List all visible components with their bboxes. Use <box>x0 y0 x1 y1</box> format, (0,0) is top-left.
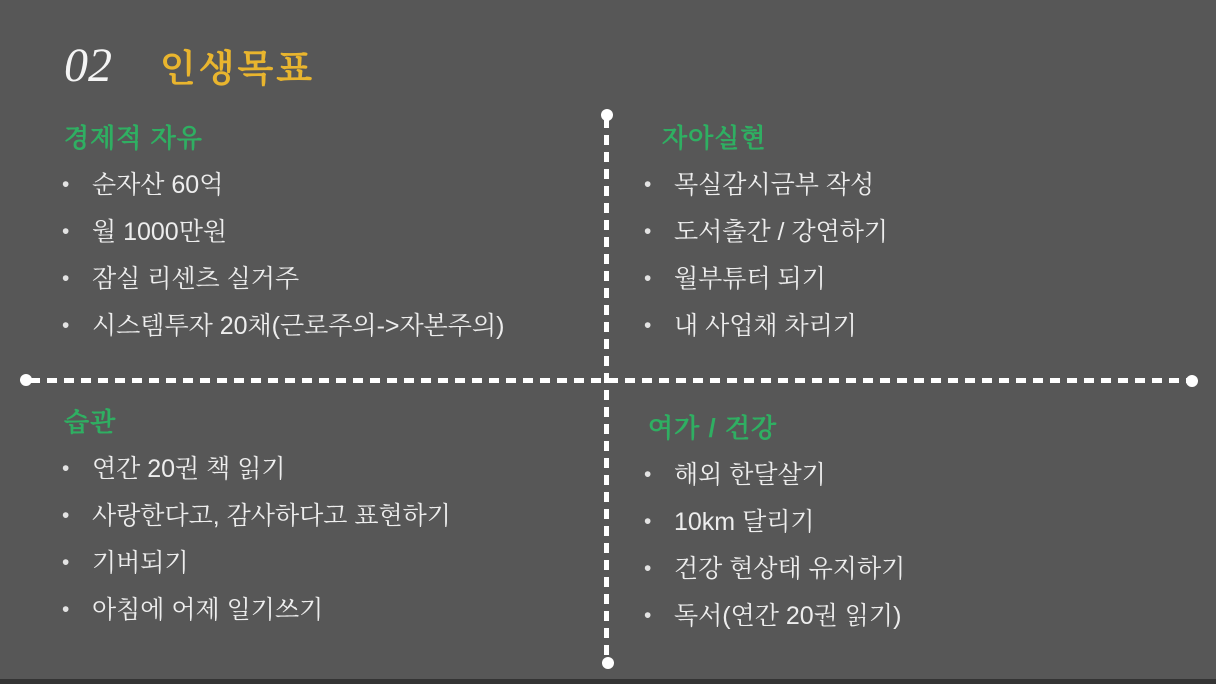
goal-item <box>62 501 607 548</box>
axis-endpoint-dot-top <box>601 109 613 121</box>
goal-item <box>62 595 607 642</box>
goal-item <box>644 507 1189 554</box>
goal-list <box>644 460 1189 648</box>
goal-text: 시스템투자 20채(근로주의->자본주의) <box>92 312 505 340</box>
goal-text: 월부튜터 되기 <box>674 265 826 293</box>
quadrant-heading: 습관 <box>64 407 117 437</box>
bullet-dot: • <box>644 267 652 290</box>
goal-list <box>644 170 1189 358</box>
goal-item <box>644 460 1189 507</box>
quadrant-heading: 경제적 자유 <box>64 123 203 153</box>
goal-text: 독서(연간 20권 읽기) <box>674 602 902 630</box>
goal-text: 목실감시금부 작성 <box>674 171 875 199</box>
slide-title: 인생목표 <box>160 48 315 89</box>
goal-text: 건강 현상태 유지하기 <box>674 555 906 583</box>
goal-item <box>644 170 1189 217</box>
bullet-dot: • <box>644 314 652 337</box>
goal-item <box>62 311 607 358</box>
goal-text: 잠실 리센츠 실거주 <box>92 265 300 293</box>
bullet-dot: • <box>644 557 652 580</box>
quadrant-self-actualization <box>644 122 1189 358</box>
goal-list <box>62 170 607 358</box>
quadrant-heading: 자아실현 <box>662 123 767 153</box>
bullet-dot: • <box>644 463 652 486</box>
axis-endpoint-dot-bottom <box>602 657 614 669</box>
goal-text: 사랑한다고, 감사하다고 표현하기 <box>92 502 451 530</box>
axis-endpoint-dot-left <box>20 374 32 386</box>
bullet-dot: • <box>62 598 70 621</box>
goal-item <box>62 217 607 264</box>
goal-text: 10km 달리기 <box>674 508 815 536</box>
slide-number: 02 <box>64 39 112 92</box>
quadrant-heading: 여가 / 건강 <box>648 413 778 443</box>
bullet-dot: • <box>644 220 652 243</box>
bullet-dot: • <box>62 173 70 196</box>
goal-list <box>62 454 607 642</box>
bullet-dot: • <box>62 551 70 574</box>
horizontal-axis-dashed-line <box>30 378 1188 383</box>
goal-text: 도서출간 / 강연하기 <box>674 218 889 246</box>
goal-item <box>644 264 1189 311</box>
goal-text: 내 사업채 차리기 <box>674 312 857 340</box>
bullet-dot: • <box>644 173 652 196</box>
goal-item <box>62 548 607 595</box>
goal-text: 월 1000만원 <box>92 218 228 246</box>
bullet-dot: • <box>62 220 70 243</box>
goal-item <box>644 217 1189 264</box>
goal-text: 기버되기 <box>92 549 189 577</box>
bullet-dot: • <box>644 604 652 627</box>
bullet-dot: • <box>62 457 70 480</box>
quadrant-economic-freedom <box>62 122 607 358</box>
axis-endpoint-dot-right <box>1186 375 1198 387</box>
bullet-dot: • <box>62 504 70 527</box>
goal-item <box>62 170 607 217</box>
goal-item <box>644 554 1189 601</box>
bullet-dot: • <box>62 267 70 290</box>
bullet-dot: • <box>62 314 70 337</box>
goal-text: 아침에 어제 일기쓰기 <box>92 596 324 624</box>
vertical-axis-dashed-line <box>604 118 609 660</box>
goal-text: 해외 한달살기 <box>674 461 826 489</box>
slide-header <box>64 38 315 93</box>
quadrant-habits <box>62 406 607 642</box>
goal-item <box>62 264 607 311</box>
goal-text: 연간 20권 책 읽기 <box>92 455 286 483</box>
goal-item <box>62 454 607 501</box>
goal-text: 순자산 60억 <box>92 171 224 199</box>
goal-item <box>644 311 1189 358</box>
bottom-edge-bar <box>0 679 1216 684</box>
bullet-dot: • <box>644 510 652 533</box>
quadrant-leisure-health <box>644 412 1189 648</box>
goal-item <box>644 601 1189 648</box>
